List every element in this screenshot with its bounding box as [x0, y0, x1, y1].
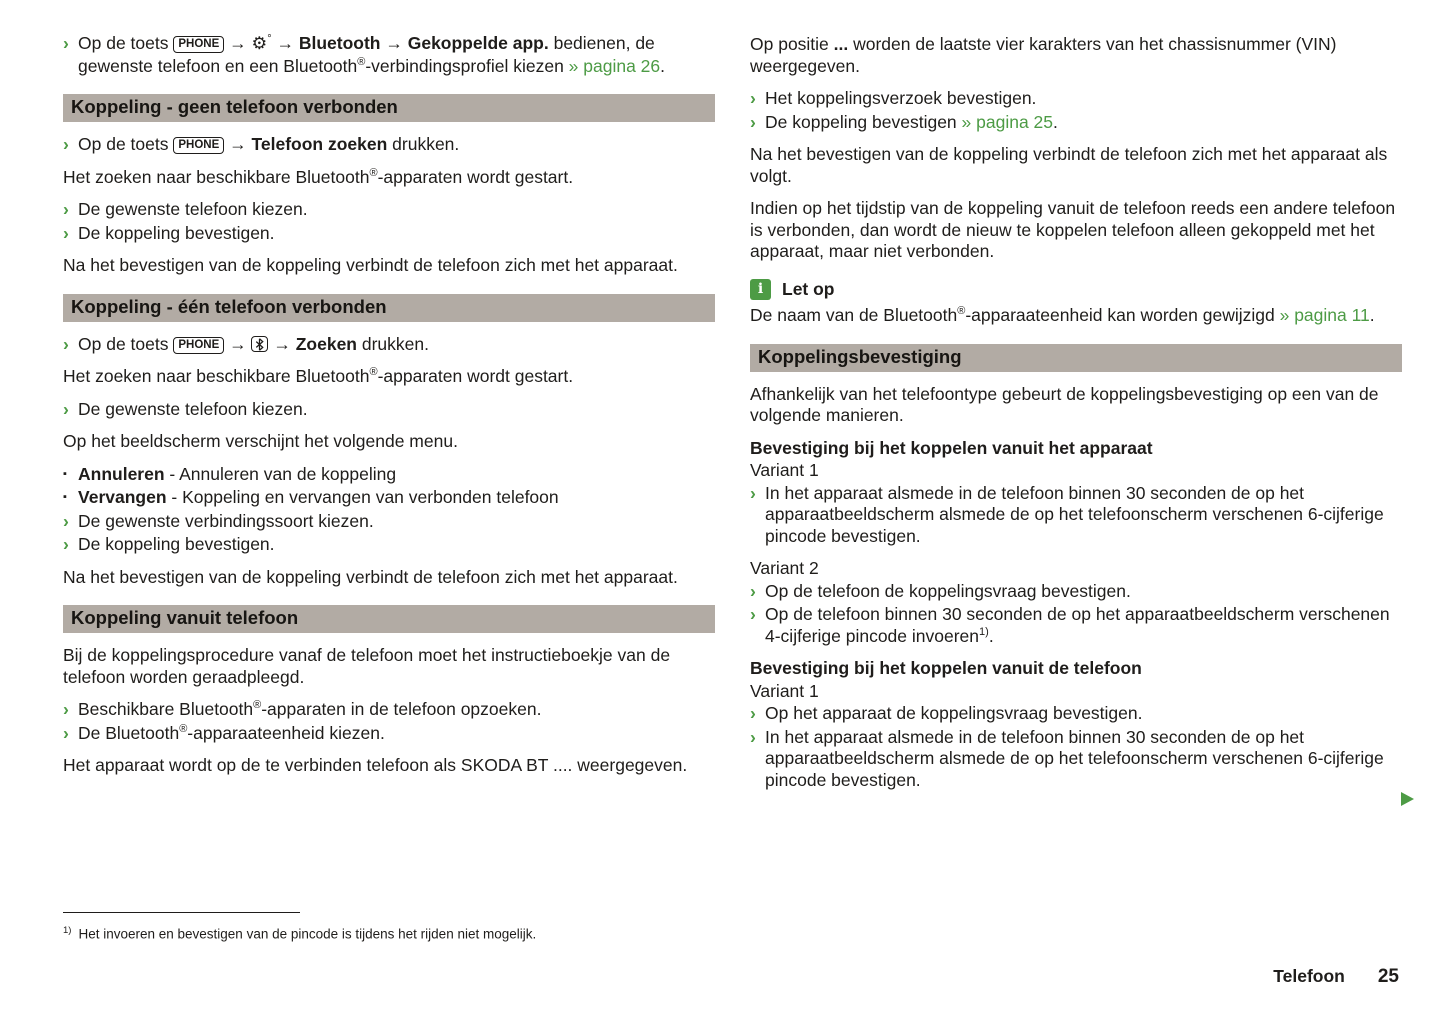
paragraph-text	[63, 431, 458, 451]
text-run: De koppeling bevestigen	[765, 111, 962, 132]
info-icon: i	[750, 279, 771, 300]
paragraph	[750, 658, 1402, 680]
list-item-text	[765, 581, 1402, 603]
bullet-arrow-icon: ›	[63, 222, 69, 243]
list-item-text	[78, 223, 715, 245]
paragraph-text	[63, 255, 678, 275]
footnote-text: Het invoeren en bevestigen van de pincode is tijdens het rijden niet mogelijk.	[78, 926, 537, 942]
list-item-text	[78, 723, 715, 745]
list-item	[63, 33, 715, 77]
paragraph	[63, 755, 715, 777]
paragraph	[63, 431, 715, 453]
text-run: Na het bevestigen van de koppeling verbindt de telefoon zich met het apparaat.	[63, 255, 678, 275]
bullet-arrow-icon: ›	[750, 482, 756, 503]
footnote	[63, 912, 715, 943]
list-item-text	[78, 464, 715, 486]
bullet-arrow-icon: ›	[63, 33, 69, 53]
right-column	[750, 33, 1402, 791]
paragraph	[750, 144, 1402, 187]
text-run: .	[660, 55, 666, 76]
paragraph-text	[750, 144, 1387, 186]
paragraph-text	[750, 658, 1142, 678]
bullet-arrow-icon: ›	[63, 398, 69, 419]
superscript: ®	[957, 305, 966, 318]
paragraph	[750, 305, 1402, 327]
list-item	[63, 399, 715, 421]
text-bold: Telefoon zoeken	[251, 134, 388, 154]
page-footer	[1273, 966, 1399, 988]
superscript: ®	[357, 55, 366, 68]
paragraph	[750, 34, 1402, 77]
page-link[interactable]: » pagina 26	[568, 55, 661, 76]
paragraph	[750, 558, 1402, 580]
superscript: ®	[369, 366, 378, 379]
bullet-arrow-icon: ›	[63, 333, 69, 354]
superscript: ®	[253, 699, 262, 712]
paragraph	[63, 645, 715, 688]
text-run: Op de telefoon binnen 30 seconden de op het apparaatbeeldscherm verschenen 4-cijferige pincode invoeren	[765, 604, 1390, 646]
bullet-arrow-icon: ›	[63, 199, 69, 219]
footnote-divider	[63, 912, 300, 913]
section-header	[750, 344, 1402, 372]
list-item	[63, 723, 715, 745]
text-run: Op de toets	[78, 134, 174, 154]
list-item-text	[78, 134, 715, 156]
list-item	[63, 464, 715, 486]
paragraph-text	[750, 34, 1337, 76]
list-item	[63, 487, 715, 509]
text-run: De Bluetooth	[78, 722, 180, 743]
list-item-text	[78, 511, 715, 533]
section-header-label: Koppeling - één telefoon verbonden	[71, 295, 387, 317]
section-header-label: Koppelingsbevestiging	[758, 345, 962, 367]
text-run: Het zoeken naar beschikbare Bluetooth	[63, 366, 370, 386]
paragraph-text	[750, 305, 1375, 325]
text-run: De gewenste telefoon kiezen.	[78, 199, 308, 219]
text-run: Het koppelingsverzoek bevestigen.	[765, 88, 1037, 108]
paragraph-text	[750, 460, 819, 480]
bluetooth-icon	[251, 336, 268, 352]
list-item	[63, 223, 715, 245]
note-label: Let op	[782, 278, 835, 299]
bullet-arrow-icon: ›	[750, 580, 756, 601]
text-run: -apparaten wordt gestart.	[377, 366, 574, 386]
list-item-text	[765, 703, 1402, 725]
text-run: Bij de koppelingsprocedure vanaf de telefoon moet het instructieboekje van de telefoon worden geraadpleegd.	[63, 645, 671, 687]
text-run: Na het bevestigen van de koppeling verbindt de telefoon zich met het apparaat als volgt.	[750, 144, 1388, 186]
list-item-text	[765, 604, 1402, 647]
page-link[interactable]: » pagina 25	[961, 111, 1054, 132]
list-item	[750, 112, 1402, 134]
paragraph-text	[63, 366, 573, 386]
superscript: °	[267, 33, 272, 46]
section-header	[63, 294, 715, 322]
list-item	[750, 483, 1402, 548]
bullet-arrow-icon: ›	[63, 699, 69, 719]
text-bold: Vervangen	[78, 487, 167, 507]
text-run: Indien op het tijdstip van de koppeling vanuit de telefoon reeds een andere telefoon is verbonden, dan wordt de nieuw te koppelen telefoon alleen gekoppeld met het apparaat, maar niet verbonden.	[750, 198, 1396, 261]
paragraph	[750, 198, 1402, 263]
text-run: →	[224, 333, 252, 354]
paragraph	[63, 366, 715, 388]
superscript: 1)	[979, 625, 989, 638]
text-run: Op het beeldscherm verschijnt het volgende menu.	[63, 431, 458, 451]
footnote-line	[63, 922, 715, 943]
list-item-text	[78, 487, 715, 509]
gear-icon: ⚙	[251, 34, 268, 54]
text-run: drukken.	[387, 134, 460, 154]
superscript: ®	[369, 166, 378, 179]
text-run: .	[988, 625, 994, 646]
text-run: Op de toets	[78, 33, 174, 53]
paragraph-text	[750, 681, 819, 701]
text-run: -apparaten in de telefoon opzoeken.	[261, 699, 542, 719]
list-item-text	[765, 727, 1402, 792]
text-run: De koppeling bevestigen.	[78, 534, 275, 554]
list-item-text	[765, 483, 1402, 548]
section-header	[63, 94, 715, 122]
text-run: Het apparaat wordt op de te verbinden telefoon als SKODA BT .... weergegeven.	[63, 755, 688, 775]
text-bold: Annuleren	[78, 463, 165, 484]
bullet-arrow-icon: ›	[63, 534, 69, 554]
text-run: De gewenste verbindingssoort kiezen.	[78, 510, 374, 531]
paragraph	[750, 681, 1402, 703]
footnote-marker: 1)	[63, 925, 72, 936]
list-item-text	[78, 699, 715, 721]
bullet-arrow-icon: ›	[750, 604, 756, 624]
text-bold: Gekoppelde app.	[407, 33, 549, 53]
phone-key-icon: PHONE	[173, 137, 224, 154]
list-item-text	[78, 33, 715, 77]
list-item	[750, 581, 1402, 603]
paragraph	[63, 567, 715, 589]
list-item-text	[765, 88, 1402, 110]
list-item	[63, 134, 715, 156]
text-run: De koppeling bevestigen.	[78, 222, 275, 243]
text-bold: Bevestiging bij het koppelen vanuit het apparaat	[750, 437, 1153, 458]
text-bold: Bevestiging bij het koppelen vanuit de telefoon	[750, 658, 1142, 678]
text-run: →	[268, 333, 296, 354]
list-item-text	[78, 399, 715, 421]
text-run: .	[1053, 111, 1058, 132]
bullet-arrow-icon: ›	[63, 722, 69, 743]
paragraph	[63, 255, 715, 277]
text-run: Op de toets	[78, 333, 174, 354]
text-run: Variant 1	[750, 680, 819, 701]
text-run: - Koppeling en vervangen van verbonden telefoon	[166, 487, 559, 507]
text-run: →	[380, 33, 408, 53]
list-item-text	[78, 334, 715, 356]
text-run: De naam van de Bluetooth	[750, 305, 958, 325]
list-item	[63, 511, 715, 533]
phone-key-icon: PHONE	[173, 36, 224, 53]
text-run: worden de laatste vier karakters van het chassisnummer (VIN) weergegeven.	[750, 34, 1337, 76]
text-run: Variant 1	[750, 460, 819, 480]
paragraph-text	[63, 167, 573, 187]
paragraph-text	[63, 645, 670, 687]
text-bold: Zoeken	[295, 333, 357, 354]
text-run: -apparaten wordt gestart.	[377, 166, 574, 187]
text-run: Op de telefoon de koppelingsvraag bevestigen.	[765, 580, 1131, 601]
continue-arrow-icon	[1401, 792, 1414, 806]
paragraph-text	[63, 755, 687, 775]
list-item-text	[765, 112, 1402, 134]
paragraph-text	[63, 567, 678, 587]
list-item	[63, 199, 715, 221]
paragraph-text	[750, 438, 1153, 458]
text-run: Het zoeken naar beschikbare Bluetooth	[63, 166, 370, 187]
paragraph-text	[750, 384, 1379, 426]
list-item	[750, 604, 1402, 647]
superscript: ®	[179, 722, 188, 735]
text-run: -apparaateenheid kan worden gewijzigd	[965, 305, 1280, 325]
text-run: Op positie	[750, 34, 834, 54]
text-bold: Bluetooth	[298, 33, 381, 53]
paragraph-text	[750, 198, 1395, 261]
text-run: Na het bevestigen van de koppeling verbindt de telefoon zich met het apparaat.	[63, 566, 678, 587]
paragraph	[750, 438, 1402, 460]
bullet-arrow-icon: ›	[63, 510, 69, 531]
list-item-text	[78, 199, 715, 221]
text-run: Op het apparaat de koppelingsvraag bevestigen.	[765, 703, 1143, 723]
bullet-arrow-icon: ›	[750, 111, 756, 132]
footer-page-number: 25	[1377, 966, 1399, 987]
bullet-arrow-icon: ›	[63, 134, 69, 154]
list-item	[750, 703, 1402, 725]
bullet-square-icon: ▪	[63, 491, 67, 503]
section-header-label: Koppeling - geen telefoon verbonden	[71, 96, 398, 117]
text-run: Beschikbare Bluetooth	[78, 699, 254, 719]
list-item	[63, 699, 715, 721]
text-run: Variant 2	[750, 558, 819, 578]
text-run: .	[1369, 305, 1375, 325]
list-item	[63, 334, 715, 356]
paragraph	[63, 167, 715, 189]
bullet-square-icon: ▪	[63, 467, 67, 480]
text-run: In het apparaat alsmede in de telefoon binnen 30 seconden de op het apparaatbeeldscherm alsmede de op het telefoonscherm verschenen 6-cijferige pincode bevestigen.	[765, 726, 1384, 790]
list-item	[750, 727, 1402, 792]
paragraph	[750, 460, 1402, 482]
text-run: - Annuleren van de koppeling	[164, 463, 397, 484]
bullet-arrow-icon: ›	[750, 726, 756, 747]
paragraph	[750, 384, 1402, 427]
text-run: De gewenste telefoon kiezen.	[78, 398, 308, 419]
text-bold: ...	[833, 34, 849, 54]
text-run: →	[224, 134, 252, 154]
text-run: -verbindingsprofiel kiezen	[365, 55, 569, 76]
paragraph-text	[750, 558, 819, 578]
text-run: →	[224, 33, 252, 53]
section-header	[63, 605, 715, 633]
text-run: In het apparaat alsmede in de telefoon binnen 30 seconden de op het apparaatbeeldscherm alsmede de op het telefoonscherm verschenen 6-cijferige pincode bevestigen.	[765, 482, 1384, 546]
text-run: →	[271, 33, 299, 53]
list-item	[750, 88, 1402, 110]
text-run: Afhankelijk van het telefoontype gebeurt de koppelingsbevestiging op een van de volgende manieren.	[750, 383, 1379, 425]
bullet-arrow-icon: ›	[750, 88, 756, 108]
page-link[interactable]: » pagina 11	[1279, 305, 1370, 325]
phone-key-icon: PHONE	[173, 337, 224, 354]
note-header	[750, 279, 1402, 301]
left-column	[63, 33, 715, 777]
text-run: drukken.	[357, 333, 429, 354]
text-run: bedienen, de gewenste telefoon en een Bluetooth	[78, 33, 655, 76]
footer-chapter-label: Telefoon	[1273, 966, 1345, 986]
bullet-arrow-icon: ›	[750, 703, 756, 723]
list-item-text	[78, 534, 715, 556]
list-item	[63, 534, 715, 556]
text-run: -apparaateenheid kiezen.	[187, 722, 385, 743]
section-header-label: Koppeling vanuit telefoon	[71, 607, 299, 628]
